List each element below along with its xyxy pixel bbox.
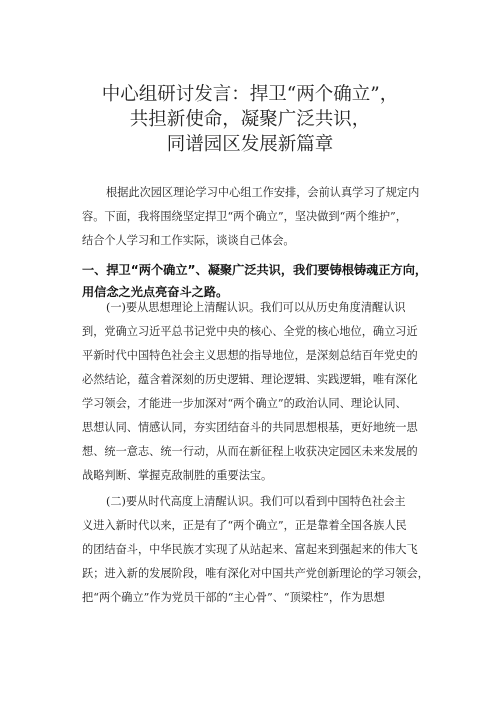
title-line: 中心组研讨发言：捍卫“两个确立”， bbox=[101, 84, 399, 105]
paragraph-line: (一)要从思想理论上清醒认识。我们可以从历史角度清醒认识 bbox=[106, 301, 406, 314]
paragraph-line: 平新时代中国特色社会主义思想的指导地位，是深刻总结百年党史的 bbox=[82, 349, 418, 362]
paragraph-line: 思想认同、情感认同，夯实团结奋斗的共同思想根基，更好地统一思 bbox=[82, 421, 418, 434]
paragraph-line: 义进入新时代以来，正是有了“两个确立”，正是靠着全国各族人民 bbox=[82, 519, 407, 532]
paragraph-line: 根据此次园区理论学习中心组工作安排，会前认真学习了规定内 bbox=[106, 186, 420, 199]
paragraph-line: (二)要从时代高度上清醒认识。我们可以看到中国特色社会主 bbox=[106, 495, 406, 508]
intro-paragraph bbox=[82, 181, 438, 253]
paragraph-2 bbox=[82, 490, 438, 610]
paragraph-line: 的团结奋斗，中华民族才实现了从站起来、富起来到强起来的伟大飞 bbox=[82, 543, 418, 556]
paragraph-line: 跃；进入新的发展阶段，唯有深化对中国共产党创新理论的学习领会， bbox=[82, 567, 429, 580]
paragraph-1 bbox=[82, 296, 438, 488]
paragraph-line: 到，党确立习近平总书记党中央的核心、全党的核心地位，确立习近 bbox=[82, 325, 418, 338]
title-line: 共担新使命，凝聚广泛共识， bbox=[129, 109, 371, 130]
heading-line: 用信念之光点亮奋斗之路。 bbox=[82, 285, 229, 299]
paragraph-line: 必然结论，蕴含着深刻的历史逻辑、理论逻辑、实践逻辑，唯有深化 bbox=[82, 373, 418, 386]
document-title bbox=[60, 82, 440, 157]
paragraph-line: 想、统一意志、统一行动，从而在新征程上收获决定园区未来发展的 bbox=[82, 445, 418, 458]
paragraph-line: 结合个人学习和工作实际，谈谈自己体会。 bbox=[82, 234, 295, 247]
paragraph-line: 把“两个确立”作为党员干部的“主心骨”、“顶梁柱”，作为思想 bbox=[82, 591, 385, 604]
title-line: 同谱园区发展新篇章 bbox=[166, 134, 334, 155]
paragraph-line: 容。下面，我将围绕坚定捍卫“两个确立”，坚决做到“两个维护”， bbox=[82, 210, 407, 223]
paragraph-line: 学习领会，才能进一步加深对“两个确立”的政治认同、理论认同、 bbox=[82, 397, 407, 410]
heading-line: 一、捍卫“两个确立”、凝聚广泛共识，我们要铸根铸魂正方向， bbox=[82, 263, 428, 277]
paragraph-line: 战略判断、掌握克敌制胜的重要法宝。 bbox=[82, 469, 273, 482]
